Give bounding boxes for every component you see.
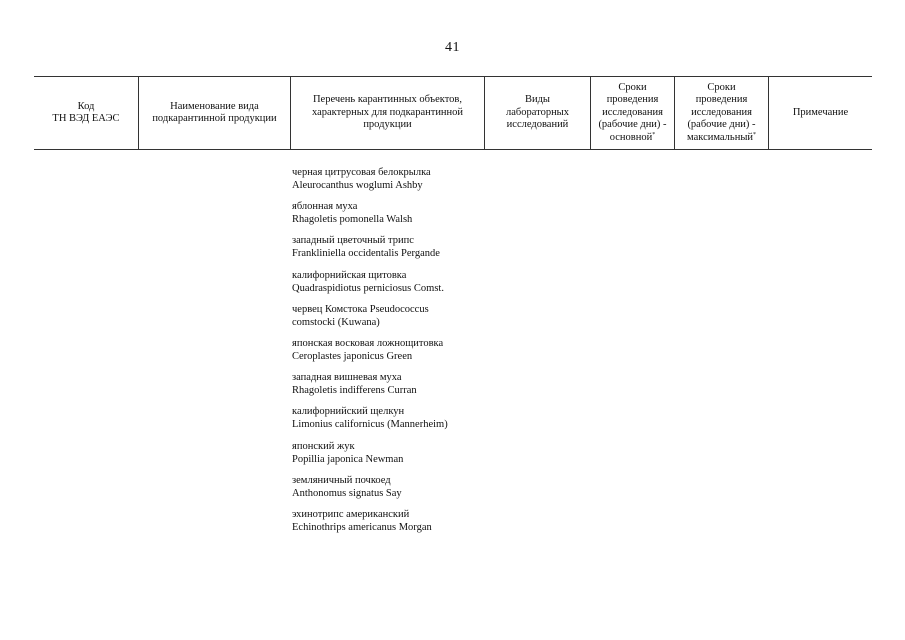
header-cell-term-max bbox=[674, 77, 768, 149]
object-latin-name: Anthonomus signatus Say bbox=[292, 487, 402, 499]
list-item bbox=[292, 234, 492, 260]
header-cell-note bbox=[768, 77, 872, 149]
header-cell-term-main bbox=[590, 77, 674, 149]
table-header bbox=[34, 76, 872, 150]
header-term-max-label: Сроки проведения исследования (рабочие дни) - максимальный* bbox=[687, 81, 756, 143]
header-cell-code bbox=[34, 77, 138, 149]
header-note-label: Примечание bbox=[792, 106, 849, 118]
footnote-marker: * bbox=[753, 131, 756, 138]
object-common-name: эхинотрипс американский bbox=[292, 508, 410, 520]
object-common-name: калифорнийская щитовка bbox=[292, 269, 407, 281]
header-product-name-label: Наименование вида подкарантинной продукции bbox=[152, 100, 277, 124]
list-item bbox=[292, 269, 492, 295]
page-number: 41 bbox=[445, 40, 460, 55]
list-item bbox=[292, 508, 492, 534]
object-common-name: червец Комстока Pseudococcus bbox=[292, 303, 429, 315]
header-cell-quarantine-objects bbox=[290, 77, 484, 149]
quarantine-objects-list bbox=[292, 166, 492, 542]
list-item bbox=[292, 371, 492, 397]
header-cell-lab-research-types bbox=[484, 77, 590, 149]
object-latin-name: comstocki (Kuwana) bbox=[292, 316, 380, 328]
object-latin-name: Frankliniella occidentalis Pergande bbox=[292, 248, 440, 260]
object-common-name: японский жук bbox=[292, 440, 355, 452]
list-item bbox=[292, 200, 492, 226]
object-latin-name: Quadraspidiotus perniciosus Comst. bbox=[292, 282, 444, 294]
object-common-name: западный цветочный трипс bbox=[292, 235, 414, 247]
object-common-name: земляничный почкоед bbox=[292, 474, 391, 486]
list-item bbox=[292, 405, 492, 431]
object-latin-name: Aleurocanthus woglumi Ashby bbox=[292, 180, 423, 191]
header-code-label: Код ТН ВЭД ЕАЭС bbox=[52, 100, 120, 124]
object-common-name: японская восковая ложнощитовка bbox=[292, 337, 444, 349]
header-term-main-label: Сроки проведения исследования (рабочие дни) - основной* bbox=[598, 81, 667, 143]
header-cell-product-name bbox=[138, 77, 290, 149]
object-common-name: западная вишневая муха bbox=[292, 372, 402, 384]
object-common-name: калифорнийский щелкун bbox=[292, 406, 405, 418]
object-latin-name: Limonius californicus (Mannerheim) bbox=[292, 419, 448, 431]
list-item bbox=[292, 440, 492, 466]
object-latin-name: Echinothrips americanus Morgan bbox=[292, 521, 432, 533]
header-lab-research-types-label: Виды лабораторных исследований bbox=[505, 94, 569, 131]
list-item bbox=[292, 303, 492, 329]
list-item bbox=[292, 474, 492, 500]
object-common-name: черная цитрусовая белокрылка bbox=[292, 167, 431, 178]
footnote-marker: * bbox=[652, 131, 656, 138]
list-item bbox=[292, 337, 492, 363]
object-latin-name: Rhagoletis pomonella Walsh bbox=[292, 214, 413, 226]
header-quarantine-objects-label: Перечень карантинных объектов, характерных для подкарантинной продукции bbox=[311, 94, 464, 131]
object-common-name: яблонная муха bbox=[292, 201, 358, 213]
object-latin-name: Popillia japonica Newman bbox=[292, 453, 404, 465]
object-latin-name: Ceroplastes japonicus Green bbox=[292, 350, 413, 362]
list-item bbox=[292, 166, 492, 192]
object-latin-name: Rhagoletis indifferens Curran bbox=[292, 385, 417, 397]
